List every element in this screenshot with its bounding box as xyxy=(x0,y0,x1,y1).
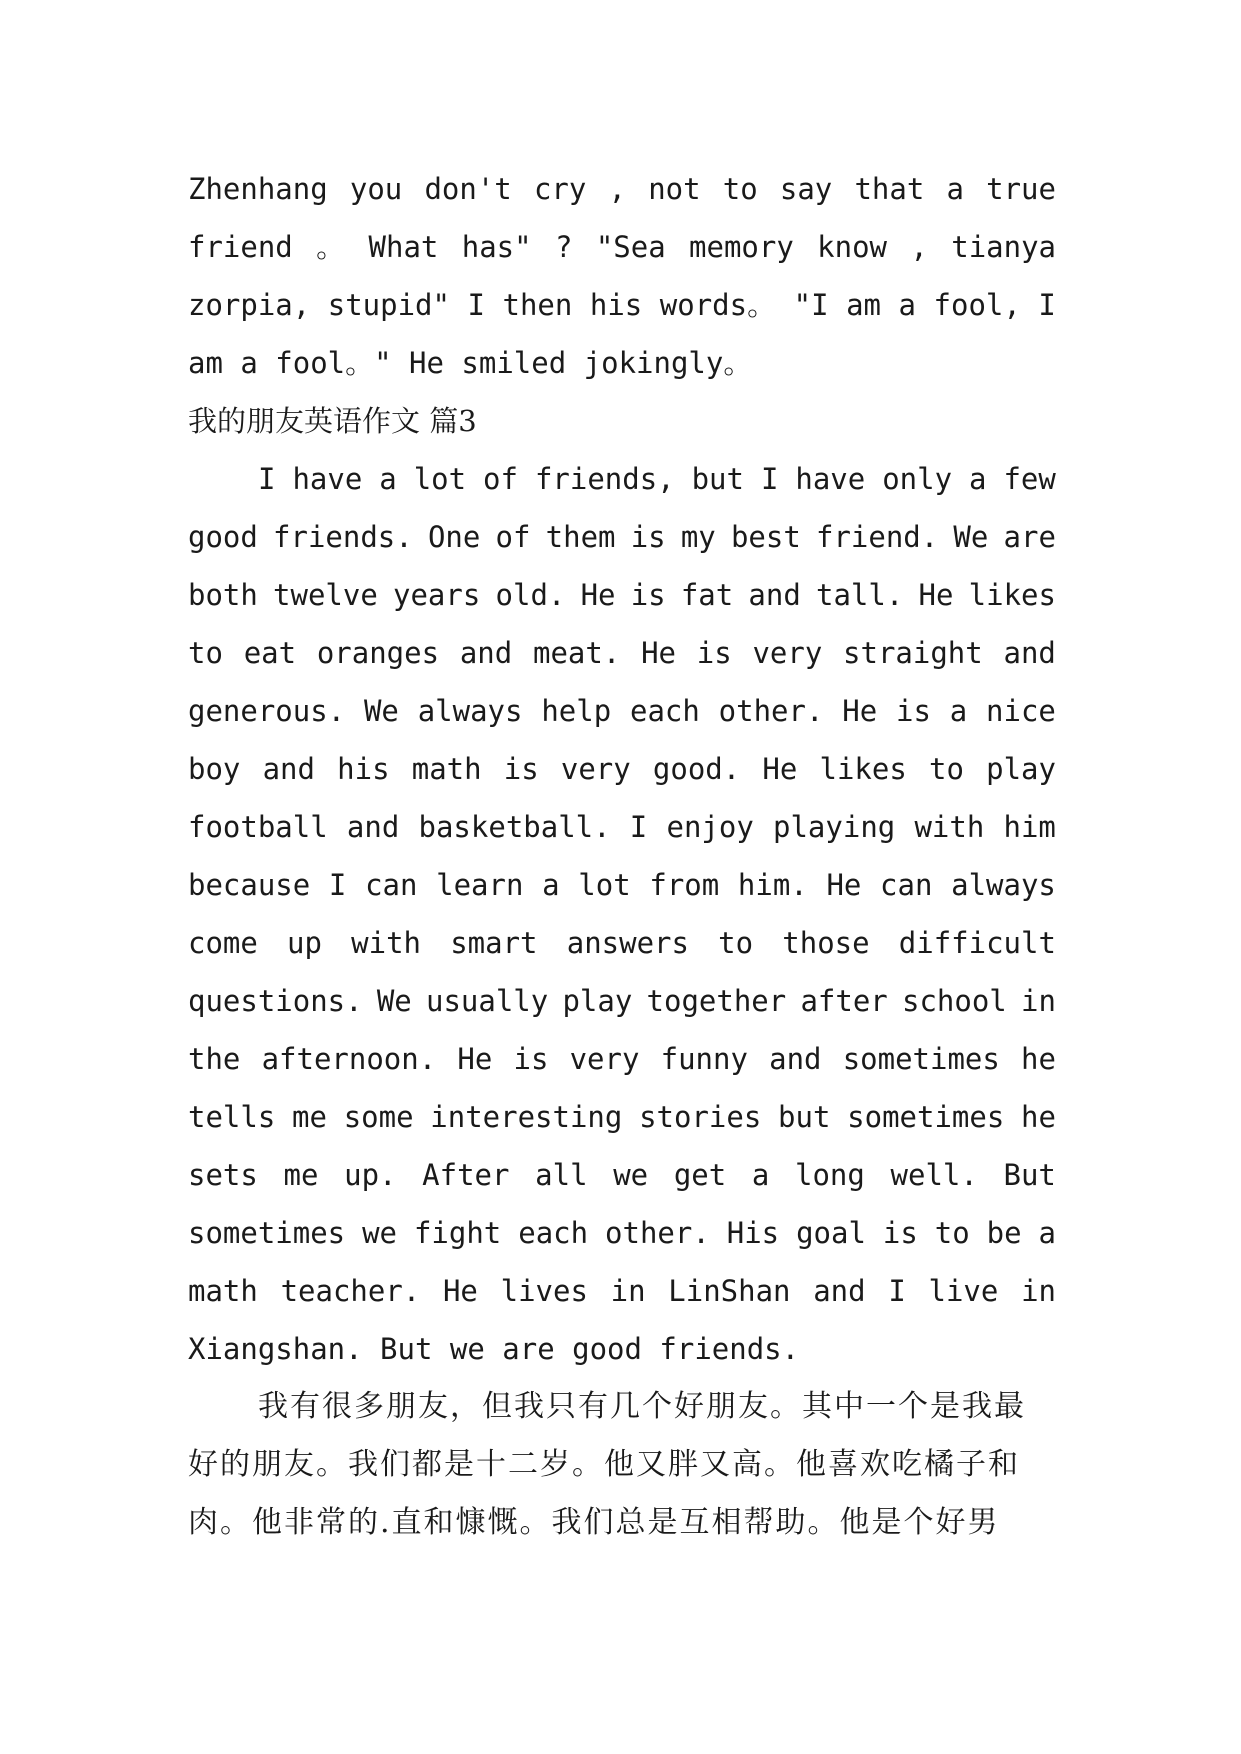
text-line: boy and his math is very good. He likes to play xyxy=(188,752,1056,786)
text-line: friend 。 What has" ? "Sea memory know , tianya xyxy=(188,230,1056,264)
text-line: generous. We always help each other. He is a nice xyxy=(188,694,1056,728)
text-line: football and basketball. I enjoy playing with him xyxy=(188,810,1056,844)
chinese-paragraph xyxy=(188,1378,1056,1552)
text-line: 我有很多朋友，但我只有几个好朋友。其中一个是我最 xyxy=(258,1389,1026,1424)
text-line: 肉。他非常的.直和慷慨。我们总是互相帮助。他是个好男 xyxy=(188,1505,1000,1540)
text-line: am a fool。" He smiled jokingly。 xyxy=(188,346,753,380)
english-paragraph xyxy=(188,450,1056,1378)
text-line: I have a lot of friends, but I have only a few xyxy=(258,462,1056,496)
text-line: tells me some interesting stories but sometimes he xyxy=(188,1100,1056,1134)
text-line: questions. We usually play together after school in xyxy=(188,984,1056,1018)
text-line: to eat oranges and meat. He is very straight and xyxy=(188,636,1056,670)
text-line: good friends. One of them is my best friend. We are xyxy=(188,520,1056,554)
text-line: Zhenhang you don't cry , not to say that a true xyxy=(188,172,1056,206)
text-line: sometimes we fight each other. His goal is to be a xyxy=(188,1216,1056,1250)
text-line: zorpia, stupid" I then his words。 "I am a fool, I xyxy=(188,288,1056,322)
text-line: because I can learn a lot from him. He can always xyxy=(188,868,1056,902)
text-line: both twelve years old. He is fat and tall. He likes xyxy=(188,578,1056,612)
document-page xyxy=(188,160,1056,1552)
previous-paragraph-ending xyxy=(188,160,1056,392)
text-line: 好的朋友。我们都是十二岁。他又胖又高。他喜欢吃橘子和 xyxy=(188,1447,1020,1482)
text-line: math teacher. He lives in LinShan and I live in xyxy=(188,1274,1056,1308)
text-line: sets me up. After all we get a long well. But xyxy=(188,1158,1056,1192)
text-line: come up with smart answers to those difficult xyxy=(188,926,1056,960)
text-line: Xiangshan. But we are good friends. xyxy=(188,1332,800,1366)
section-heading: 我的朋友英语作文 篇3 xyxy=(188,404,477,438)
text-line: the afternoon. He is very funny and sometimes he xyxy=(188,1042,1056,1076)
